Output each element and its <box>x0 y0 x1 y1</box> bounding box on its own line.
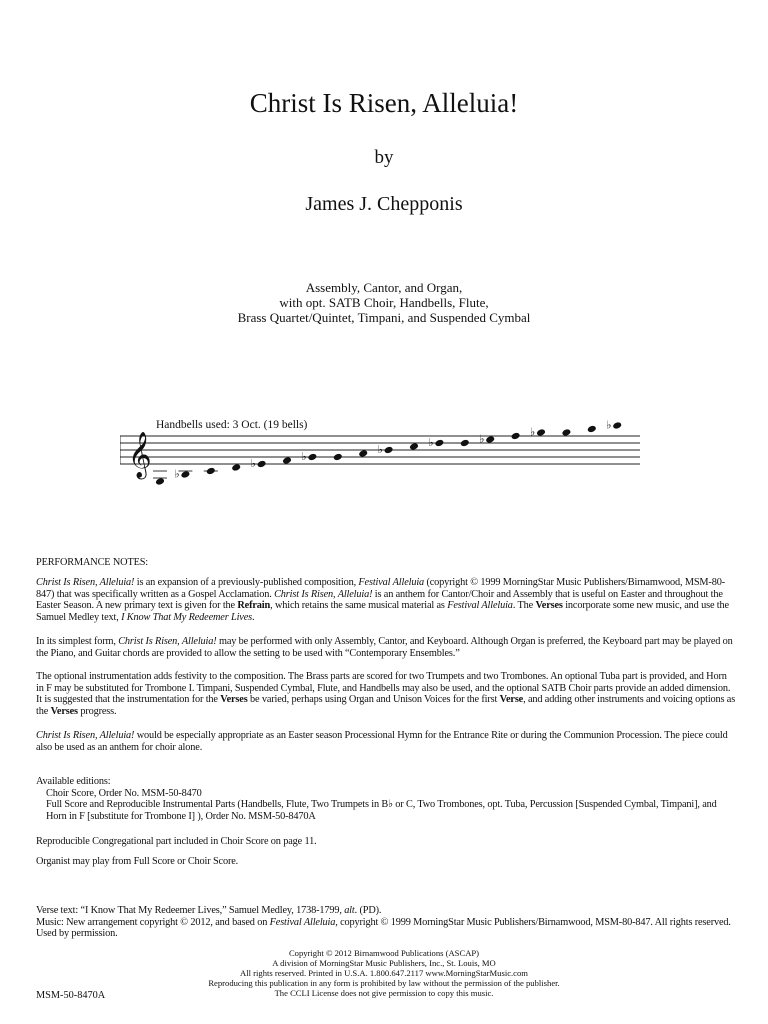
copyright-line: All rights reserved. Printed in U.S.A. 1.800.647.2117 www.MorningStarMusic.com <box>240 968 528 978</box>
flat-icon: ♭ <box>250 457 256 470</box>
handbell-note <box>587 425 597 433</box>
instrumentation-line: with opt. SATB Choir, Handbells, Flute, <box>279 295 489 310</box>
performance-notes-heading: PERFORMANCE NOTES: <box>36 557 149 568</box>
handbell-note <box>251 457 267 470</box>
treble-clef-icon: 𝄞 <box>128 432 152 478</box>
handbell-note <box>174 468 192 481</box>
instrumentation-line: Assembly, Cantor, and Organ, <box>305 280 463 295</box>
performance-note-paragraph: In its simplest form, Christ Is Risen, Alleluia! may be performed with only Assembly, Cantor, and Keyboard. Although Organ is preferred, the Keyboard part may be played on the Piano, and Guitar chords are provided to allow the setting to be used with “Contemporary Ensembles.” <box>36 636 733 659</box>
handbell-note <box>428 436 444 449</box>
flat-icon: ♭ <box>606 418 612 432</box>
handbell-note <box>460 439 470 447</box>
handbell-note <box>153 471 167 486</box>
copyright-line: Copyright © 2012 Birnamwood Publications (ASCAP) <box>288 948 480 958</box>
editions-heading: Available editions: <box>36 776 111 787</box>
flat-icon: ♭ <box>530 425 536 439</box>
handbell-note <box>301 450 317 463</box>
flat-icon: ♭ <box>428 436 434 449</box>
handbell-note <box>511 432 521 440</box>
handbell-note <box>606 419 622 432</box>
flat-icon: ♭ <box>377 443 383 456</box>
performance-note-paragraph: The optional instrumentation adds festivity to the composition. The Brass parts are scored for two Trumpets and two Trombones. An optional Tuba part is provided, and Horn in F may be substituted for Trombone I. Timpani, Suspended Cymbal, Flute, and Handbells may also be used, and the optional SATB Choir parts provide an added dimension. It is suggested that the instrumentation for the Verses be varied, perhaps using Organ and Unison Voices for the first Verse, and adding other instruments and voicing options as the Verses progress. <box>36 671 736 717</box>
catalog-number: MSM-50-8470A <box>36 990 106 1001</box>
handbell-note <box>333 453 343 461</box>
available-editions <box>36 776 736 822</box>
handbell-note <box>358 449 368 457</box>
handbell-note <box>530 426 546 439</box>
flat-icon: ♭ <box>174 467 180 481</box>
handbell-range-staff <box>120 416 650 486</box>
flat-icon: ♭ <box>479 432 485 446</box>
handbell-note <box>231 463 241 471</box>
copyright-line: Reproducing this publication in any form is prohibited by law without the permission of the publisher. <box>208 978 560 988</box>
copyright-line: A division of MorningStar Music Publishers, Inc., St. Louis, MO <box>272 958 496 968</box>
handbell-note <box>378 443 394 456</box>
performance-note-paragraph: Christ Is Risen, Alleluia! would be especially appropriate as an Easter season Processional Hymn for the Entrance Rite or during the Communion Procession. The piece could also be used as an anthem for choir alone. <box>36 730 728 753</box>
handbell-note <box>204 467 218 475</box>
copyright-block <box>0 948 768 998</box>
reproducible-note: Reproducible Congregational part included in Choir Score on page 11. <box>36 836 317 847</box>
flat-icon: ♭ <box>301 450 307 463</box>
handbell-note <box>409 442 419 450</box>
text-music-credits: Verse text: “I Know That My Redeemer Lives,” Samuel Medley, 1738-1799, alt. (PD). Music: New arrangement copyright © 2012, and based on Festival Alleluia, copyright © 1999 MorningStar Music Publishers/Birnamwood, MSM-80-847. All rights reserved. Used by permission. <box>36 905 731 940</box>
edition-item: Full Score and Reproducible Instrumental Parts (Handbells, Flute, Two Trumpets in B♭ or C, Two Trombones, opt. Tuba, Percussion [Suspended Cymbal, Timpani], and Horn in F [substitute for Trombone I] ), Order No. MSM-50-8470A <box>46 799 717 822</box>
edition-item: Choir Score, Order No. MSM-50-8470 <box>46 787 202 799</box>
handbell-note <box>479 433 495 446</box>
instrumentation-line: Brass Quartet/Quintet, Timpani, and Suspended Cymbal <box>237 310 531 325</box>
composer-name: James J. Chepponis <box>305 193 463 215</box>
handbell-note <box>561 428 571 436</box>
handbells-label: Handbells used: 3 Oct. (19 bells) <box>156 419 308 431</box>
instrumentation <box>0 280 768 325</box>
page-title: Christ Is Risen, Alleluia! <box>249 88 519 118</box>
by-line: by <box>374 147 394 168</box>
copyright-line: The CCLI License does not give permission to copy this music. <box>274 988 494 998</box>
handbell-note <box>282 456 292 464</box>
organist-note: Organist may play from Full Score or Choir Score. <box>36 856 239 867</box>
performance-note-paragraph: Christ Is Risen, Alleluia! is an expansion of a previously-published composition, Festival Alleluia (copyright © 1999 MorningStar Music Publishers/Birnamwood, MSM-80-847) that was specifically written as a Gospel Acclamation. Christ Is Risen, Alleluia! is an anthem for Cantor/Choir and Assembly that is useful on Easter and throughout the Easter Season. A new primary text is given for the Refrain, which retains the same musical material as Festival Alleluia. The Verses incorporate some new music, and use the Samuel Medley text, I Know That My Redeemer Lives. <box>36 577 729 623</box>
notes-group <box>153 419 622 486</box>
